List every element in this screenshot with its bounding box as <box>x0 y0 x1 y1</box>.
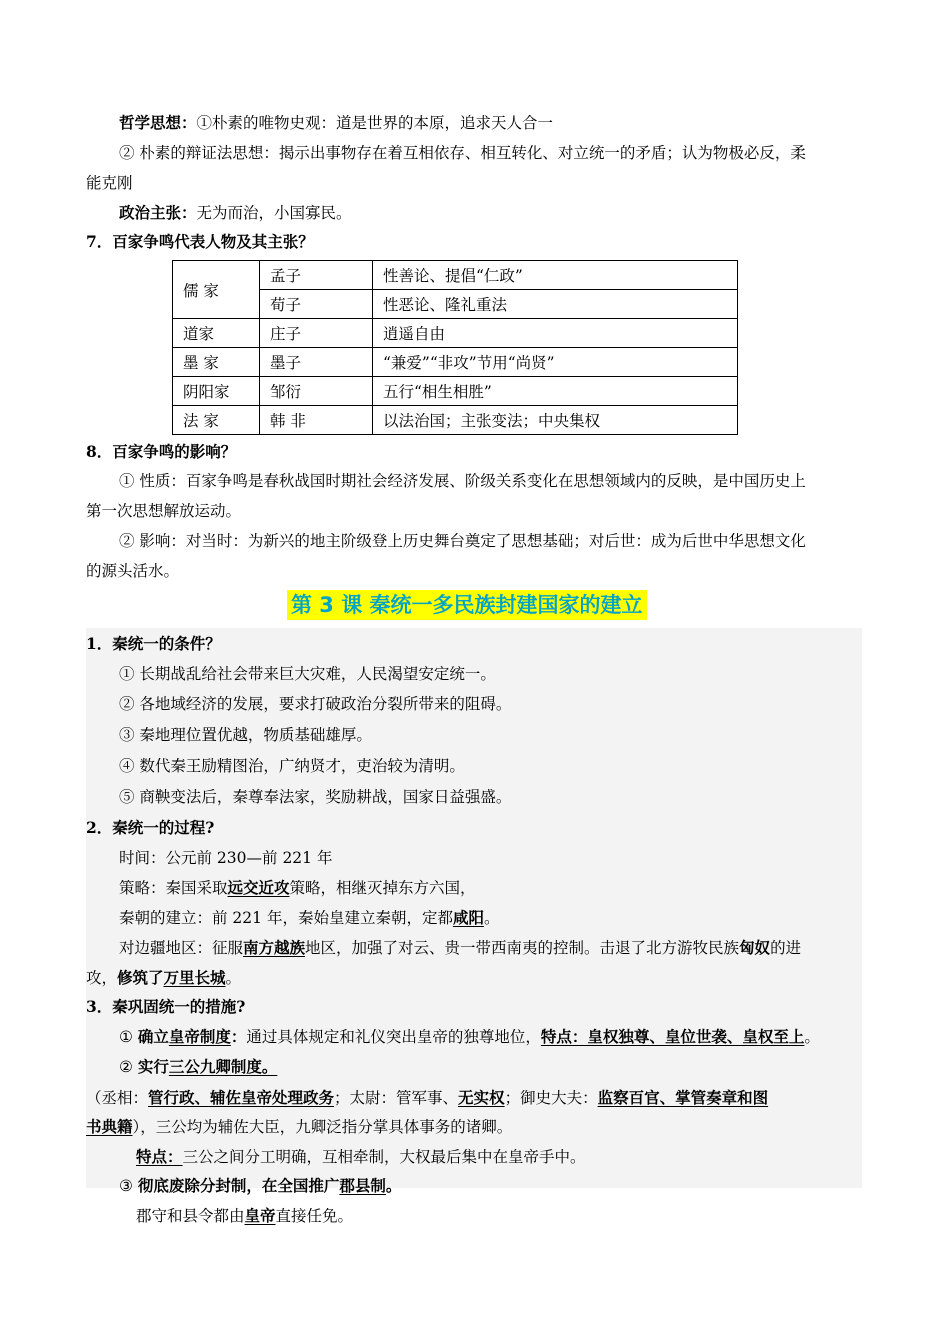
condition-item: ① 长期战乱给社会带来巨大灾难，人民渴望安定统一。 <box>119 665 496 683</box>
school-cell: 阴阳家 <box>173 377 260 406</box>
philosophy-line-1 <box>119 113 553 133</box>
frontier-text: 对边疆地区：征服 <box>119 939 244 957</box>
table-row <box>173 348 738 377</box>
strategy-text-end: 策略，相继灭掉东方六国， <box>289 879 476 897</box>
condition-item: ⑤ 商鞅变法后，秦尊奉法家，奖励耕战，国家日益强盛。 <box>119 788 512 806</box>
measure-3-keyword-a: 彻底废除分封制，在全国推广 <box>137 1176 340 1195</box>
dialectics-line-cont: 能克刚 <box>86 174 133 192</box>
measure-3-keyword-b: 郡县制 <box>339 1176 386 1195</box>
frontier-cont-keyword: 修筑了 <box>117 968 164 987</box>
politics-text: 无为而治，小国寡民。 <box>196 204 352 222</box>
idea-cell: 性善论、提倡“仁政” <box>373 261 738 290</box>
frontier-text-mid: 地区，加强了对云、贵一带西南夷的控制。击退了北方游牧民族 <box>305 939 740 957</box>
condition-item: ③ 秦地理位置优越，物质基础雄厚。 <box>119 726 372 744</box>
measure-2-feature <box>136 1147 586 1167</box>
table-row <box>173 319 738 348</box>
measure-1-colon: ： <box>230 1027 247 1046</box>
frontier-cont-text: 攻， <box>86 969 118 987</box>
process-strategy <box>119 878 476 898</box>
person-cell: 韩 非 <box>260 406 373 435</box>
measure-1-number: ① <box>119 1028 138 1046</box>
detail-text-mid: ；太尉：管军事、 <box>334 1089 459 1107</box>
person-cell: 孟子 <box>260 261 373 290</box>
measure-1 <box>119 1027 820 1047</box>
measure-2-detail <box>86 1088 768 1108</box>
impact-line: ② 影响：对当时：为新兴的地主阶级登上历史舞台奠定了思想基础；对后世：成为后世中华思想文化 <box>119 532 806 550</box>
strategy-text: 策略：秦国采取 <box>119 879 228 897</box>
section-3-heading: 3．秦巩固统一的措施? <box>86 997 246 1016</box>
idea-cell: 五行“相生相胜” <box>373 377 738 406</box>
frontier-text-end: 的进 <box>770 939 802 957</box>
measure-2-keyword-a: 实行 <box>137 1057 169 1076</box>
measure-1-feature: 特点：皇权独尊、皇位世袭、皇权至上 <box>540 1027 805 1046</box>
idea-cell: 性恶论、隆礼重法 <box>373 290 738 319</box>
measure-1-keyword-b: 皇帝制度 <box>168 1027 231 1046</box>
measure-2-detail-cont <box>86 1117 512 1137</box>
question-7-heading: 7．百家争鸣代表人物及其主张？ <box>86 232 314 251</box>
measure-3-number: ③ <box>119 1177 138 1195</box>
politics-label: 政治主张： <box>119 203 197 222</box>
measure-1-text: 通过具体规定和礼仪突出皇帝的独尊地位， <box>246 1028 541 1046</box>
philosophy-label: 哲学思想： <box>119 113 197 132</box>
frontier-keyword-xiongnu: 匈奴 <box>739 938 771 957</box>
note-text-end: 直接任免。 <box>275 1207 354 1225</box>
process-frontier-cont <box>86 968 241 988</box>
detail-text: （丞相： <box>86 1089 149 1107</box>
measure-1-end: 。 <box>804 1028 820 1046</box>
person-cell: 墨子 <box>260 348 373 377</box>
philosophy-text: ①朴素的唯物史观：道是世界的本原，追求天人合一 <box>196 114 554 132</box>
detail-text-end: ），三公均为辅佐大臣，九卿泛指分掌具体事务的诸卿。 <box>132 1118 513 1136</box>
table-row <box>173 406 738 435</box>
school-cell: 法 家 <box>173 406 260 435</box>
table-row <box>173 377 738 406</box>
founding-text: 秦朝的建立：前 221 年，秦始皇建立秦朝，定都 <box>119 909 453 927</box>
lesson-3-title: 第 3 课 秦统一多民族封建国家的建立 <box>287 590 647 620</box>
school-cell: 儒 家 <box>173 261 260 319</box>
censor-duty-cont: 书典籍 <box>86 1117 133 1136</box>
capital-keyword: 咸阳 <box>452 908 484 927</box>
politics-line <box>119 203 352 223</box>
idea-cell: 以法治国；主张变法；中央集权 <box>373 406 738 435</box>
condition-item: ④ 数代秦王励精图治，广纳贤才，吏治较为清明。 <box>119 757 465 775</box>
emperor-keyword: 皇帝 <box>244 1206 276 1225</box>
idea-cell: “兼爱”“非攻”节用“尚贤” <box>373 348 738 377</box>
nature-line: ① 性质：百家争鸣是春秋战国时期社会经济发展、阶级关系变化在思想领域内的反映，是中国历史上 <box>119 472 806 490</box>
process-founding <box>119 908 499 928</box>
detail-text-mid2: ；御史大夫： <box>504 1089 598 1107</box>
chancellor-duty: 管行政、辅佐皇帝处理政务 <box>148 1088 335 1107</box>
dialectics-line: ② 朴素的辩证法思想：揭示出事物存在着互相依存、相互转化、对立统一的矛盾；认为物极必反，柔 <box>119 144 806 162</box>
measure-2 <box>119 1057 277 1077</box>
table-row <box>173 261 738 290</box>
process-frontier <box>119 938 801 958</box>
great-wall-keyword: 万里长城 <box>163 968 226 987</box>
frontier-keyword-yue: 南方越族 <box>243 938 306 957</box>
founding-text-end: 。 <box>483 909 500 927</box>
schools-table <box>172 260 738 435</box>
process-time: 时间：公元前 230—前 221 年 <box>119 849 333 867</box>
nature-line-cont: 第一次思想解放运动。 <box>86 502 242 520</box>
school-cell: 道家 <box>173 319 260 348</box>
person-cell: 庄子 <box>260 319 373 348</box>
condition-item: ② 各地域经济的发展，要求打破政治分裂所带来的阻碍。 <box>119 695 512 713</box>
impact-line-cont: 的源头活水。 <box>86 562 180 580</box>
question-8-heading: 8．百家争鸣的影响？ <box>86 442 237 461</box>
feature-label: 特点： <box>136 1147 183 1166</box>
measure-3 <box>119 1176 401 1196</box>
strategy-keyword: 远交近攻 <box>227 878 290 897</box>
person-cell: 荀子 <box>260 290 373 319</box>
censor-duty: 监察百官、掌管奏章和图 <box>597 1088 769 1107</box>
measure-2-keyword-b: 三公九卿制度。 <box>168 1057 278 1076</box>
school-cell: 墨 家 <box>173 348 260 377</box>
note-text: 郡守和县令都由 <box>136 1207 245 1225</box>
feature-text: 三公之间分工明确，互相牵制，大权最后集中在皇帝手中。 <box>182 1148 586 1166</box>
measure-3-note <box>136 1206 353 1226</box>
section-1-heading: 1．秦统一的条件？ <box>86 634 221 653</box>
idea-cell: 逍遥自由 <box>373 319 738 348</box>
measure-3-end: 。 <box>385 1176 402 1195</box>
taiwei-duty: 无实权 <box>458 1088 505 1107</box>
measure-1-keyword-a: 确立 <box>137 1027 169 1046</box>
frontier-cont-end: 。 <box>225 969 242 987</box>
section-2-heading: 2．秦统一的过程? <box>86 818 215 837</box>
person-cell: 邹衍 <box>260 377 373 406</box>
measure-2-number: ② <box>119 1058 138 1076</box>
